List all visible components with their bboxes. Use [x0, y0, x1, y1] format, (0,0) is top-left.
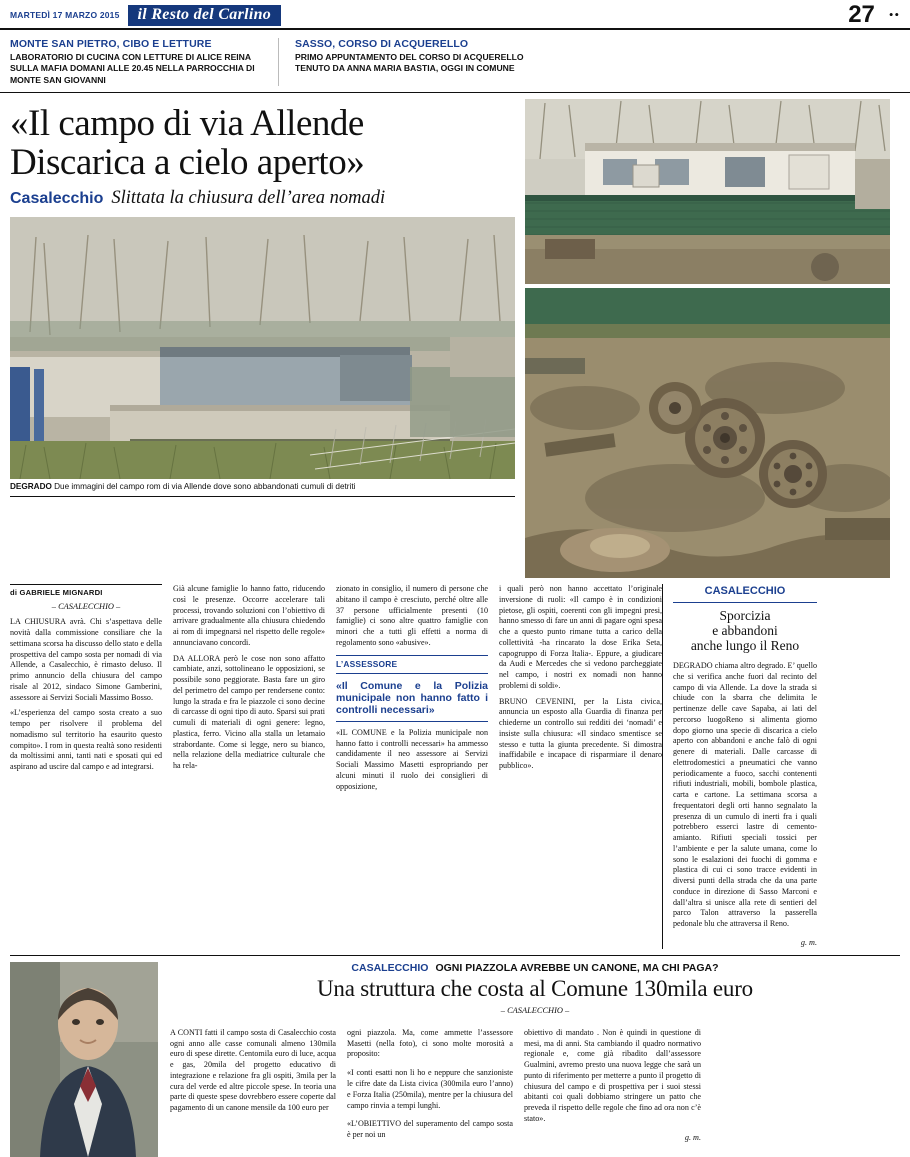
- photo-camp-trailer-art: [525, 99, 890, 284]
- sidebar-title-line-1: Sporcizia: [719, 607, 771, 623]
- article-column-1: [10, 584, 173, 949]
- paragraph: «L’esperienza del campo sosta creato a suo tempo per risolvere il problema del nomadismo sul territorio ha esaurito questo compito». I rom in questa realtà sono residenti da moltissimi anni, tanti nati e sposati qui ed aspirano ad uscire dal campo e ad integrarsi.: [10, 708, 162, 772]
- paragraph: «IL COMUNE e la Polizia municipale non hanno fatto i controlli necessari» ha ammesso candidamente il neo assessore ai Servizi Sociali Massimo Masetti espropriando per alcuni minuti il ruolo dei consiglieri di opposizione,: [336, 727, 488, 791]
- caption-text: Due immagini del campo rom di via Allende dove sono abbandonati cumuli di detriti: [54, 481, 356, 491]
- article-body: [0, 578, 910, 949]
- hero-subtitle: Slittata la chiusura dell’area nomadi: [111, 187, 386, 208]
- masthead: [0, 0, 910, 30]
- sidebar-title-line-2: e abbandoni: [712, 622, 778, 638]
- sidebar-title: [673, 608, 817, 653]
- secondary-signature: g. m.: [684, 1132, 701, 1142]
- paragraph: obiettivo di mandato . Non è quindi in questione di mesi, ma di anni. Sta cambiando il quadro normativo regionale e, come già ribadito dall’assessore Gualmini, avremo presto una nuova legge che sarà un punto di riferimento per metterre a punto il progetto di chiusura del campo e di prospettiva per i suoi stessi abitanti coi quali dobbiamo stringere un patto che preveda il rispetto delle regole che fino ad ora non c’è stato».: [524, 1027, 701, 1123]
- paragraph: A CONTI fatti il campo sosta di Casalecchio costa ogni anno alle casse comunali almeno 130mila euro di spese dirette. Centomila euro di luce, acqua e gas, 20mila del progetto educativo di integrazione e relazione fra gli ospiti, 3mila per la cura del verde ed altre piccole spese. In teoria una parte di queste spese dovrebbero essere coperte dal pagamento di un canone mensile da 100 euro per: [170, 1027, 336, 1113]
- sidebar-signature: g. m.: [800, 937, 817, 947]
- photo-camp-debris-art: [525, 288, 890, 578]
- paragraph: zionato in consiglio, il numero di persone che abitano il campo è cresciuto, perché oltre alle 37 persone ufficialmente presenti (10 famiglie) ci sono altre quattro famiglie con minori che a tutti gli effetti a norma di regolamento sono «abusive».: [336, 584, 488, 647]
- brief-text: PRIMO APPUNTAMENTO DEL CORSO DI ACQUERELLO TENUTO DA ANNA MARIA BASTIA, OGGI IN COMUNE: [295, 52, 524, 74]
- brief-text: LABORATORIO DI CUCINA CON LETTURE DI ALICE REINA SULLA MAFIA DOMANI ALLE 20.45 NELLA PARROCCHIA DI MONTE SAN GIOVANNI: [10, 52, 255, 85]
- secondary-dateline: – CASALECCHIO –: [500, 1005, 570, 1015]
- hero-subline: [10, 188, 515, 209]
- sidebar-kicker: CASALECCHIO: [673, 584, 817, 603]
- photo-caption: [10, 479, 515, 497]
- article-column-3: [336, 584, 499, 949]
- headline-line-1: «Il campo di via Allende: [10, 103, 364, 145]
- secondary-column-2: [347, 1020, 524, 1149]
- page-title: [10, 105, 515, 182]
- photo-camp-main-art: [10, 217, 515, 479]
- secondary-column-3: [524, 1020, 701, 1149]
- article-column-4: [499, 584, 662, 949]
- hero-right: [515, 93, 890, 578]
- masthead-date: MARTEDÌ 17 MARZO 2015: [10, 10, 120, 20]
- paragraph: DA ALLORA però le cose non sono affatto cambiate, anzi, sottolineano le opposizioni, se possibile sono peggiorate. Basta fare un giro del perimetro del campo per rendersene conto: lungo la strada e fra le piazzole ci sono decine di carcasse di ogni tipo di auto. Sparsi sui prati cumuli di materiali di ogni genere: legno, plastica, ferro. Vicino alla stalla un letamaio strabordante. Come si legge, nero su bianco, nella relazione della mediatrice culturale che ha rela-: [173, 653, 325, 771]
- paragraph: ogni piazzola. Ma, come ammette l’assessore Masetti (nella foto), ci sono molte morosità a proposito:: [347, 1027, 513, 1059]
- secondary-kicker-text: OGNI PIAZZOLA AVREBBE UN CANONE, MA CHI PAGA?: [435, 961, 719, 974]
- paragraph: BRUNO CEVENINI, per la Lista civica, annuncia un esposto alla Guardia di finanza per chiederne un controllo sui redditi dei ‘nomadi’ e insiste sulla chiusura: «Il sindaco smentisce se stesso e tutta la giunta precedente. Si dimostra inaffidabile e incapace di risparmiare il denaro pubblico».: [499, 696, 662, 771]
- photo-camp-trailer: [525, 99, 890, 284]
- article-column-2: [173, 584, 336, 949]
- paragraph: DEGRADO chiama altro degrado. E’ quello che si verifica anche fuori dal recinto del campo di via Allende. La dove la strada si chiude con la sbarra che delimita le pertinenze delle cave Sapaba, ai lati del percorso luogoReno si alimenta giorno dopo giorno una specie di discarica a cielo aperto con abbandoni e anche falò di ogni genere di materiali. Dalle carcasse di elettrodomestici a pneumatici che vanno periodicamente a fuoco, sacchi contenenti rifiuti industriali, mobili, bombole plastica, carta e cartone. La settimana scorsa a frequentatori degli orti hanno segnalato la presenza di un cumulo di inerti fra i quali potrebbero esserci lastre di cemento-amianto. Rifiuti speciali tossici per l’ambiente e per la salute umana, come lo sono le esalazioni dei fuochi di gomma e plastica di cui ci sono tracce evidenti in diversi punti della strada che da una parte conduce in direzione di Sasso Marconi e dall’altra si unisce alla rete di sentieri del parco Talon attraverso la passerella pedonale blu che attraversa il Reno.: [673, 661, 817, 929]
- secondary-columns: [170, 1020, 900, 1149]
- headline-line-2: Discarica a cielo aperto»: [10, 141, 365, 183]
- pullquote-text: «Il Comune e la Polizia municipale non hanno fatto i controlli necessari»: [336, 680, 488, 722]
- brief-item: [278, 38, 546, 86]
- sidebar-box: [662, 584, 817, 949]
- secondary-article: [10, 955, 900, 1157]
- dateline: – CASALECCHIO –: [51, 602, 121, 612]
- paragraph: «I conti esatti non li ho e neppure che sanzioniste le cifre date da Lista civica (300mila euro l’anno) e Forza Italia (250mila), mentre per la chiusura del campo rinvia a tempi lunghi.: [347, 1068, 513, 1110]
- sidebar-title-line-3: anche lungo il Reno: [690, 637, 800, 653]
- secondary-kicker: [170, 962, 900, 974]
- secondary-headline: Una struttura che costa al Comune 130mila euro: [317, 975, 753, 1001]
- secondary-column-1: [170, 1020, 347, 1149]
- page-number: 27: [848, 1, 875, 28]
- secondary-kicker-location: CASALECCHIO: [351, 961, 429, 974]
- hero-section: [0, 93, 910, 578]
- photo-camp-main: [10, 217, 515, 479]
- pullquote-kicker: L’ASSESSORE: [336, 655, 488, 674]
- brief-item: [10, 38, 278, 86]
- hero-location: Casalecchio: [10, 189, 104, 207]
- paragraph: LA CHIUSURA avrà. Chi s’aspettava delle novità dalla commissione consiliare che la settimana scorsa ha discusso dello stato e della prospettiva del campo sosta per nomadi di via Allende, a Casalecchio, è rimasto deluso. Il primo annuncio della chiusura del campo risale al 2012, sindaco Simone Gamberini, assessore ai Servizi Sociali Massimo Bosso.: [10, 617, 162, 702]
- hero-left: [10, 93, 515, 578]
- briefs-row: [0, 30, 910, 93]
- byline: di GABRIELE MIGNARDI: [10, 584, 162, 598]
- masthead-logo: il Resto del Carlino: [128, 5, 282, 26]
- masthead-dots: ••: [888, 7, 900, 22]
- paragraph: «L’OBIETTIVO del superamento del campo sosta è per noi un: [347, 1119, 513, 1140]
- caption-label: DEGRADO: [10, 481, 52, 491]
- brief-kicker: SASSO, CORSO DI ACQUERELLO: [295, 38, 469, 50]
- paragraph: i quali però non hanno accettato l’originale inversione di ruoli: «Il campo è in condizioni pietose, gli ospiti, coerenti con gli impegni presi, hanno smesso di fare un anni di pagare ogni spesa che a questo punto rimane tutta a carico della collettività -ha rincarato la dose Erika Seta, capogruppo di Forza Italia-. Eppure, a giudicare da Audi e Mercedes che si vedono parcheggiate nel campo, i nostri ex nomadi non hanno problemi di soldi».: [499, 584, 662, 690]
- photo-camp-debris: [525, 288, 890, 578]
- briefs-filler: [546, 38, 900, 86]
- paragraph: Già alcune famiglie lo hanno fatto, riducendo così le presenze. Occorre accelerare tali processi, trovando soluzioni con l’obiettivo di arrivare gradualmente alla chiusura chiedendo ai rom di impegnarsi nel rispetto delle regole» annunciavano concordi.: [173, 584, 325, 647]
- brief-kicker: MONTE SAN PIETRO, CIBO E LETTURE: [10, 38, 212, 50]
